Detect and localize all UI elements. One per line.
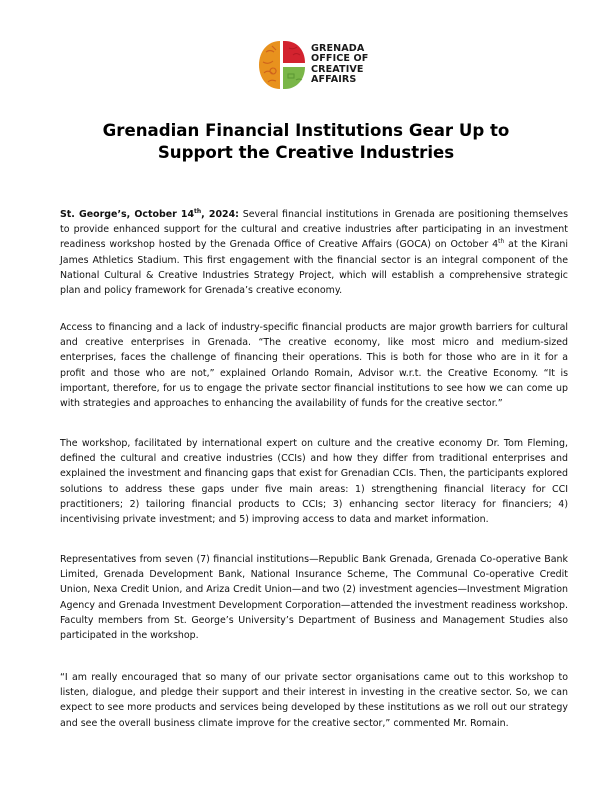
paragraph-intro xyxy=(60,207,568,298)
intro-sup: th xyxy=(498,238,505,246)
intro-text-a: Several financial institutions in Grenada are positioning themselves to provide enhanced support for the cultural and creative industries after participating in an investment readiness workshop hosted by the Grenada Office of Creative Affairs (GOCA) on October 4 xyxy=(60,209,568,251)
intro-text-b: at the Kirani James Athletics Stadium. This first engagement with the financial sector is an integral component of the National Cultural & Creative Industries Strategy Project, which will establish a comprehensive strategic plan and policy framework for Grenada’s creative economy. xyxy=(60,239,568,297)
title-line-2: Support the Creative Industries xyxy=(157,143,455,162)
dateline xyxy=(60,209,239,220)
goca-logo xyxy=(258,40,378,90)
title-line-1: Grenadian Financial Institutions Gear Up to xyxy=(102,121,510,140)
press-release-title xyxy=(60,120,552,164)
dateline-end: , 2024: xyxy=(201,209,239,220)
paragraph-representatives: Representatives from seven (7) financial institutions—Republic Bank Grenada, Grenada Co-operative Bank Limited, Grenada Development Bank, National Insurance Scheme, The Communal Co-operative Credit Union, Nexa Credit Union, and Ariza Credit Union—and two (2) investment agencies—Investment Migration Agency and Grenada Investment Development Corporation—attended the investment readiness workshop. Faculty members from St. George’s University’s Department of Business and Management Studies also participated in the workshop. xyxy=(60,554,568,642)
logo-line: GRENADA xyxy=(311,43,365,54)
logo-line: CREATIVE xyxy=(311,63,364,75)
paragraph-financing: Access to financing and a lack of industry-specific financial products are major growth barriers for cultural and creative enterprises in Grenada. “The creative economy, like most micro and medium-sized enterprises, faces the challenge of financing their operations. This is both for those who are in it for a profit and those who are not,” explained Orlando Romain, Advisor w.r.t. the Creative Economy. “It is important, therefore, for us to engage the private sector financial institutions to see how we can come up with strategies and approaches to enhancing the availability of funds for the creative sector.” xyxy=(60,322,568,410)
dateline-text: St. George’s, October 14 xyxy=(60,209,195,220)
logo-line: AFFAIRS xyxy=(311,74,357,86)
dateline-sup: th xyxy=(194,207,202,215)
paragraph-quote: “I am really encouraged that so many of our private sector organisations came out to this workshop to listen, dialogue, and pledge their support and their interest in investing in the creative sector. So, we can expect to see more products and services being developed by these institutions as we roll out our strategy and see the overall business climate improve for the creative sector,” commented Mr. Romain. xyxy=(60,672,568,729)
goca-logo-text xyxy=(311,44,368,86)
logo-line: OFFICE OF xyxy=(311,53,369,65)
paragraph-workshop: The workshop, facilitated by international expert on culture and the creative economy Dr. Tom Fleming, defined the cultural and creative industries (CCIs) and how they differ from traditional enterprises and explained the investment and financing gaps that exist for Grenadian CCIs. Then, the participants explored solutions to address these gaps under five main areas: 1) strengthening financial literacy for CCI practitioners; 2) tailoring financial products to CCIs; 3) enhancing sector literacy for financiers; 4) incentivising private investment; and 5) improving access to data and market information. xyxy=(60,438,568,526)
goca-logo-mark-icon xyxy=(258,40,306,90)
